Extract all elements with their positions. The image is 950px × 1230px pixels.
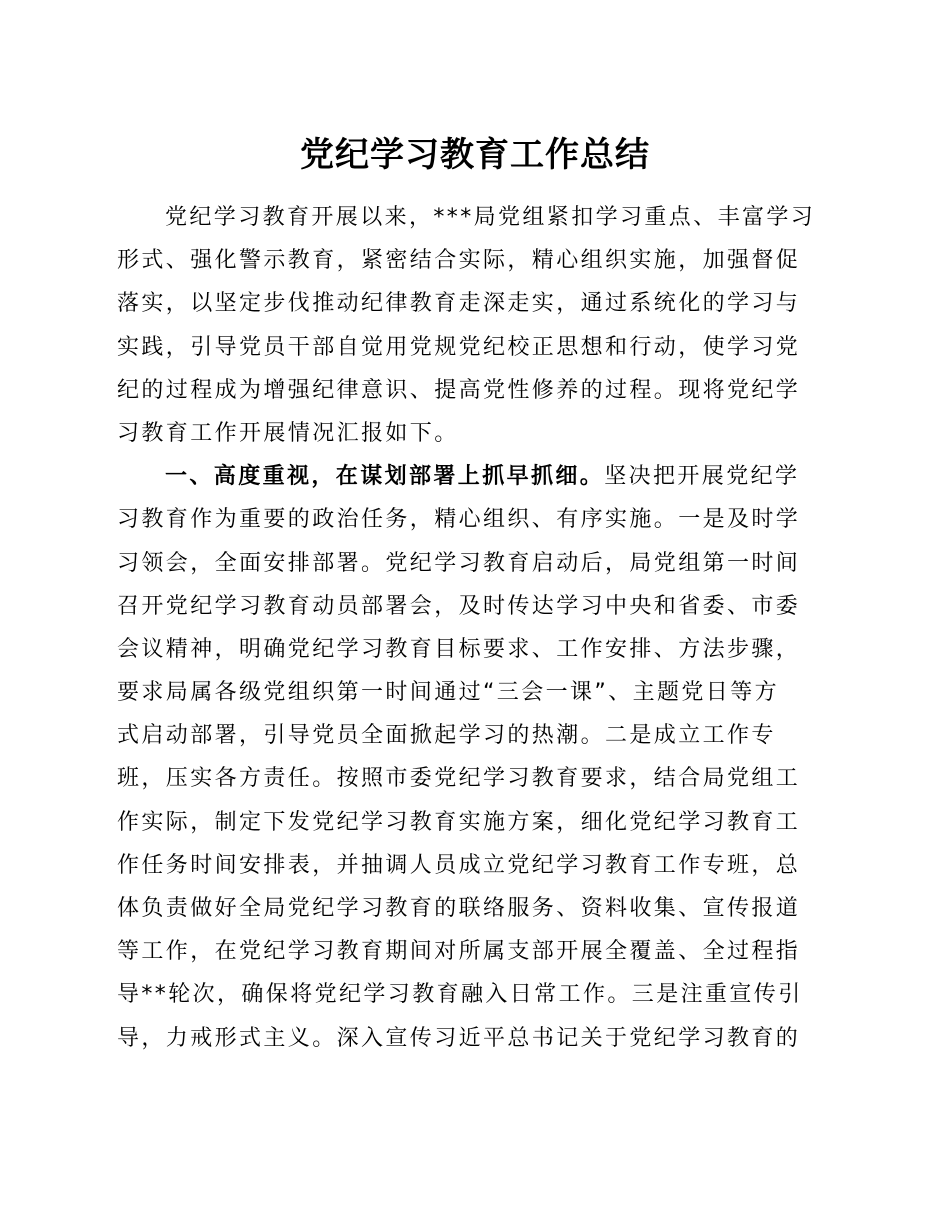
paragraph-1-line-5: 纪的过程成为增强纪律意识、提高党性修养的过程。现将党纪学 xyxy=(117,377,801,403)
section-1-line-14: 导，力戒形式主义。深入宣传习近平总书记关于党纪学习教育的 xyxy=(117,1025,801,1051)
section-1-line-4: 召开党纪学习教育动员部署会，及时传达学习中央和省委、市委 xyxy=(117,593,801,619)
document-title: 党纪学习教育工作总结 xyxy=(300,135,650,175)
section-1-line-1 xyxy=(117,455,817,498)
section-1-line-7: 式启动部署，引导党员全面掀起学习的热潮。二是成立工作专 xyxy=(117,723,776,749)
section-1-line-11: 体负责做好全局党纪学习教育的联络服务、资料收集、宣传报道 xyxy=(117,896,801,921)
section-1-line-8: 班，压实各方责任。按照市委党纪学习教育要求，结合局党组工 xyxy=(117,766,801,792)
section-1-line-12: 等工作，在党纪学习教育期间对所属支部开展全覆盖、全过程指 xyxy=(117,939,801,965)
section-1-heading: 一、高度重视，在谋划部署上抓早抓细。 xyxy=(165,464,605,490)
section-1-line-2: 习教育作为重要的政治任务，精心组织、有序实施。一是及时学 xyxy=(117,507,801,533)
paragraph-1-line-2: 形式、强化警示教育，紧密结合实际，精心组织实施，加强督促 xyxy=(117,248,801,274)
paragraph-1-line-4: 实践，引导党员干部自觉用党规党纪校正思想和行动，使学习党 xyxy=(117,334,801,360)
section-1-line-5: 会议精神，明确党纪学习教育目标要求、工作安排、方法步骤， xyxy=(117,636,801,662)
paragraph-1-line-3: 落实，以坚定步伐推动纪律教育走深走实，通过系统化的学习与 xyxy=(117,291,801,317)
paragraph-1-line-6: 习教育工作开展情况汇报如下。 xyxy=(117,420,459,446)
paragraph-1-line-1: 党纪学习教育开展以来，***局党组紧扣学习重点、丰富学习 xyxy=(165,205,816,230)
document-body xyxy=(117,196,817,1060)
section-1-line-1-text: 坚决把开展党纪学 xyxy=(604,464,800,490)
section-1-line-9: 作实际，制定下发党纪学习教育实施方案，细化党纪学习教育工 xyxy=(117,809,801,835)
section-1-line-3: 习领会，全面安排部署。党纪学习教育启动后，局党组第一时间 xyxy=(117,550,801,576)
section-1-line-6: 要求局属各级党组织第一时间通过“三会一课”、主题党日等方 xyxy=(117,680,779,706)
section-1-line-10: 作任务时间安排表，并抽调人员成立党纪学习教育工作专班，总 xyxy=(117,852,801,878)
section-1-line-13: 导**轮次，确保将党纪学习教育融入日常工作。三是注重宣传引 xyxy=(117,982,803,1008)
